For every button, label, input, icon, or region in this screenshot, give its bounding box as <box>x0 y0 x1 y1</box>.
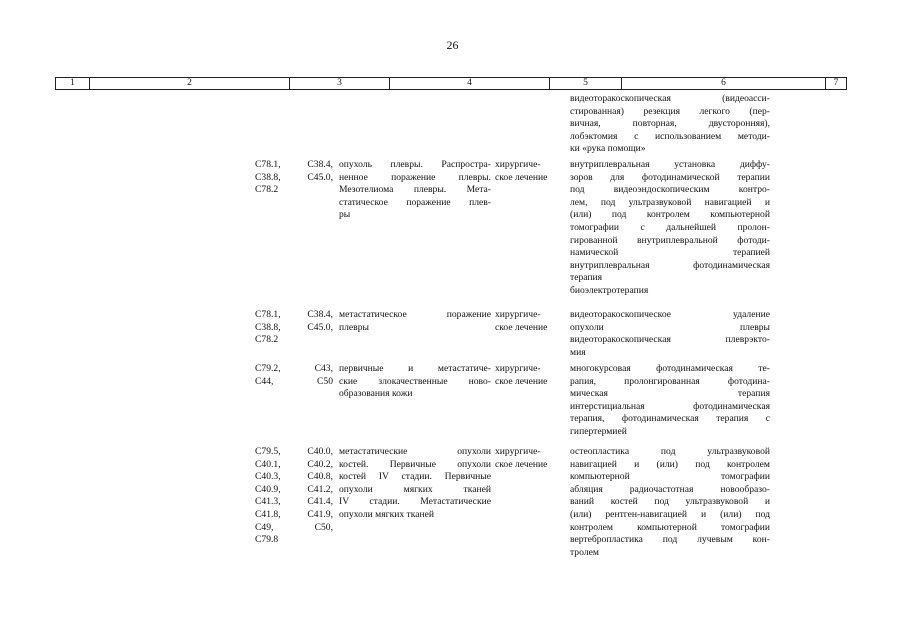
cell-line: опухоли мягких тканей <box>339 483 491 495</box>
cell-line: хирургиче- <box>495 446 541 457</box>
cell-line: C78.2 <box>255 334 279 346</box>
diagnosis-cell <box>339 159 491 222</box>
cell-line: (или) рентген-навигацией и (или) под <box>570 508 770 520</box>
cell-line: видеоторакоскопическая (видеоасси- <box>570 93 770 104</box>
diagnosis-cell <box>339 309 491 334</box>
cell-line: опухоли мягких тканей <box>339 508 435 520</box>
cell-line: контролем компьютерной томографии <box>570 521 770 533</box>
cell-line: видеоторакоскопическое удаление <box>570 309 770 320</box>
column-header-1: 1 <box>55 78 89 89</box>
cell-line: гированной внутриплевральной фотоди- <box>570 234 770 246</box>
cell-line: стированная) резекция легкого (пер- <box>570 105 770 117</box>
treatment-method-cell <box>570 159 770 298</box>
cell-line: метастатическое поражение <box>339 309 491 320</box>
cell-line: первичные и метастатиче- <box>339 363 491 374</box>
cell-line: вертебропластика под лучевым кон- <box>570 534 770 546</box>
cell-line: ры <box>339 209 351 221</box>
cell-line: опухоли плевры <box>570 321 770 333</box>
table-header-row <box>55 77 847 90</box>
treatment-type-cell <box>495 363 567 388</box>
cell-line: C44, C50 <box>255 375 333 387</box>
cell-line: хирургиче- <box>495 159 541 170</box>
cell-line: IV стадии. Метастатические <box>339 496 491 508</box>
icd-codes-cell <box>255 363 333 388</box>
cell-line: C38.8, C45.0, <box>255 171 333 183</box>
cell-line: мическая терапия <box>570 388 770 400</box>
cell-line: C40.1, C40.2, <box>255 458 333 470</box>
page-number: 26 <box>446 38 459 52</box>
cell-line: рапия, пролонгированная фотодина- <box>570 375 770 387</box>
cell-line: костей. Первичные опухоли <box>339 458 491 470</box>
cell-line: терапия <box>570 272 603 284</box>
treatment-method-cell <box>570 363 770 439</box>
cell-line: компьютерной томографии <box>570 471 770 483</box>
cell-line: плевры <box>339 321 369 333</box>
cell-line: C78.1, C38.4, <box>255 159 333 170</box>
column-header-6: 6 <box>621 78 825 89</box>
cell-line: тролем <box>570 546 599 558</box>
cell-line: мия <box>570 346 586 358</box>
cell-line: Мезотелиома плевры. Мета- <box>339 184 491 196</box>
icd-codes-cell <box>255 159 333 197</box>
column-header-5: 5 <box>549 78 621 89</box>
cell-line: ненное поражение плевры. <box>339 171 491 183</box>
cell-line: вичная, повторная, двусторонняя), <box>570 118 770 130</box>
cell-line: ские злокачественные ново- <box>339 375 491 387</box>
treatment-method-cell <box>570 93 770 156</box>
treatment-type-cell <box>495 309 567 334</box>
cell-line: статическое поражение плев- <box>339 196 491 208</box>
cell-line: видеоторакоскопическая плеврэкто- <box>570 334 770 346</box>
treatment-method-cell <box>570 446 770 559</box>
cell-line: терапия, фотодинамическая терапия с <box>570 413 770 425</box>
cell-line: метастатические опухоли <box>339 446 491 457</box>
cell-line: ское лечение <box>495 171 548 183</box>
cell-line: биоэлектротерапия <box>570 284 649 296</box>
cell-line: C79.2, C43, <box>255 363 333 374</box>
cell-line: C40.3, C40.8, <box>255 471 333 483</box>
cell-line: C40.9, C41.2, <box>255 483 333 495</box>
diagnosis-cell <box>339 446 491 522</box>
column-header-7: 7 <box>825 78 847 89</box>
cell-line: интерстициальная фотодинамическая <box>570 400 770 412</box>
column-header-3: 3 <box>289 78 389 89</box>
cell-line: ское лечение <box>495 321 548 333</box>
cell-line: остеопластика под ультразвуковой <box>570 446 770 457</box>
cell-line: навигацией и (или) под контролем <box>570 458 770 470</box>
cell-line: C41.8, C41.9, <box>255 508 333 520</box>
cell-line: хирургиче- <box>495 363 541 374</box>
cell-line: костей IV стадии. Первичные <box>339 471 491 483</box>
cell-line: C79.8 <box>255 534 279 546</box>
cell-line: многокурсовая фотодинамическая те- <box>570 363 770 374</box>
cell-line: C78.1, C38.4, <box>255 309 333 320</box>
cell-line: C79.5, C40.0, <box>255 446 333 457</box>
cell-line: ки «рука помощи» <box>570 143 646 155</box>
cell-line: внутриплевральная фотодинамическая <box>570 259 770 271</box>
cell-line: образования кожи <box>339 388 413 400</box>
treatment-type-cell <box>495 159 567 184</box>
cell-line: C49, C50, <box>255 521 333 533</box>
cell-line: ское лечение <box>495 458 548 470</box>
icd-codes-cell <box>255 446 333 547</box>
column-header-2: 2 <box>89 78 289 89</box>
cell-line: ское лечение <box>495 375 548 387</box>
cell-line: томографии с дальнейшей пролон- <box>570 221 770 233</box>
cell-line: ваний костей под ультразвуковой и <box>570 496 770 508</box>
diagnosis-cell <box>339 363 491 401</box>
cell-line: гипертермией <box>570 425 627 437</box>
cell-line: C78.2 <box>255 184 279 196</box>
cell-line: зоров для фотодинамической терапии <box>570 171 770 183</box>
cell-line: C38.8, C45.0, <box>255 321 333 333</box>
cell-line: внутриплевральная установка диффу- <box>570 159 770 170</box>
cell-line: лобэктомия с использованием методи- <box>570 130 770 142</box>
cell-line: под видеоэндоскопическим контро- <box>570 184 770 196</box>
cell-line: хирургиче- <box>495 309 541 320</box>
icd-codes-cell <box>255 309 333 347</box>
cell-line: лем, под ультразвуковой навигацией и <box>570 196 770 208</box>
treatment-method-cell <box>570 309 770 359</box>
cell-line: абляция радиочастотная новообразо- <box>570 483 770 495</box>
column-header-4: 4 <box>389 78 549 89</box>
cell-line: намической терапией <box>570 247 770 259</box>
cell-line: C41.3, C41.4, <box>255 496 333 508</box>
cell-line: (или) под контролем компьютерной <box>570 209 770 221</box>
cell-line: опухоль плевры. Распростра- <box>339 159 491 170</box>
treatment-type-cell <box>495 446 567 471</box>
